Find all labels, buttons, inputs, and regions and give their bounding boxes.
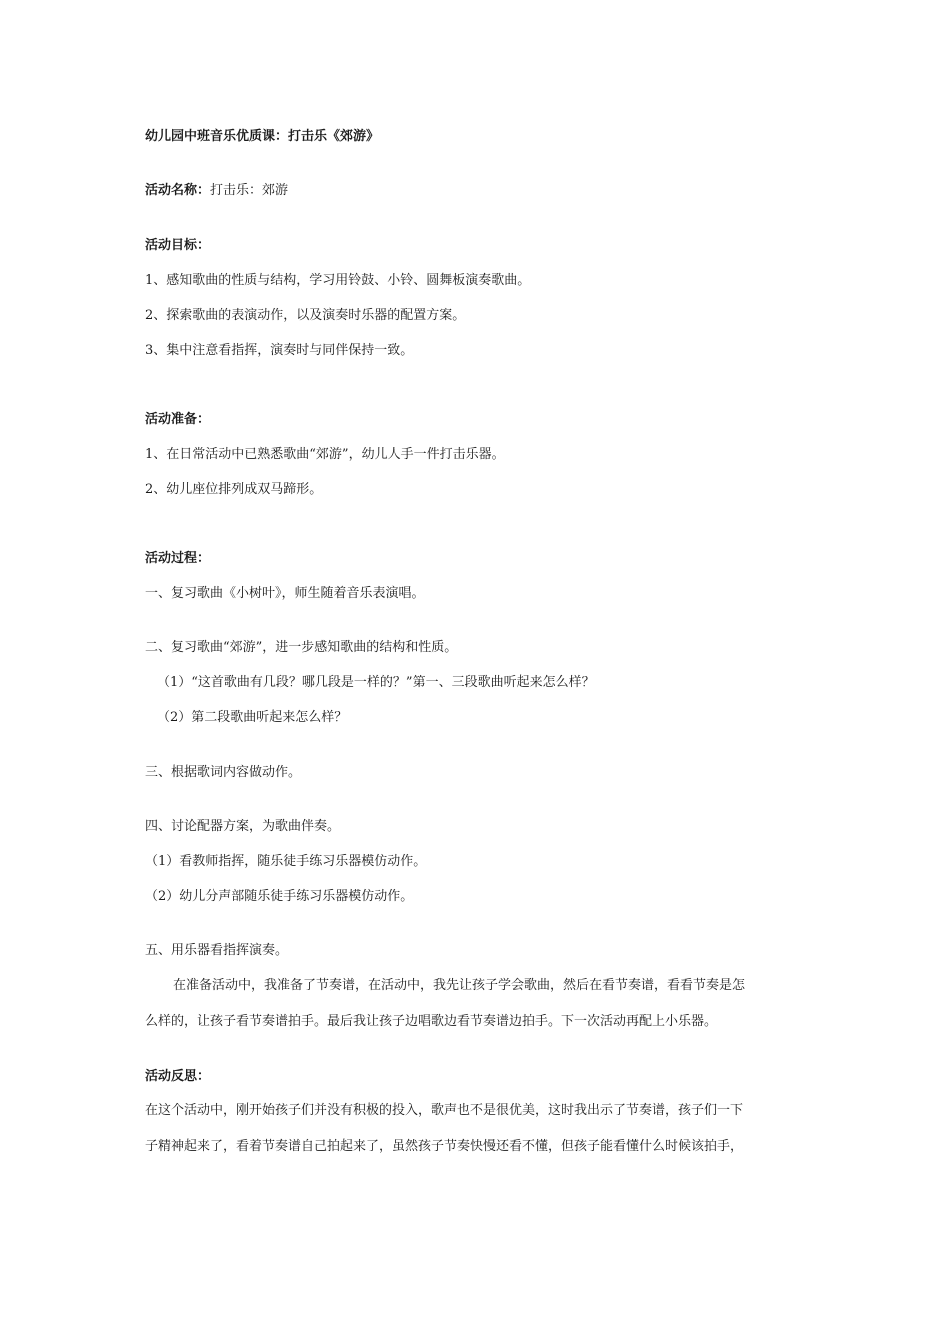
reflection-paragraph-line: 子精神起来了，看着节奏谱自己拍起来了，虽然孩子节奏快慢还看不懂，但孩子能看懂什么时候该拍手， [145,1139,744,1154]
reflection-paragraph-line: 在这个活动中，刚开始孩子们并没有积极的投入，歌声也不是很优美，这时我出示了节奏谱，孩子们一下 [145,1103,744,1118]
process-step: 五、用乐器看指挥演奏。 [145,943,289,958]
goals-heading: 活动目标： [145,238,211,253]
activity-name-label: 活动名称： [145,183,211,198]
process-substep: （1）看教师指挥，随乐徒手练习乐器模仿动作。 [145,854,427,869]
process-substep: （2）第二段歌曲听起来怎么样？ [157,710,348,725]
process-step: 四、讨论配器方案，为歌曲伴奏。 [145,819,341,834]
process-substep: （2）幼儿分声部随乐徒手练习乐器模仿动作。 [145,889,414,904]
process-paragraph-line: 在准备活动中，我准备了节奏谱，在活动中，我先让孩子学会歌曲，然后在看节奏谱，看看节奏是怎 [173,978,746,993]
prep-item: 1、在日常活动中已熟悉歌曲“郊游”，幼儿人手一件打击乐器。 [145,447,505,462]
activity-name-line [145,182,288,200]
process-step: 三、根据歌词内容做动作。 [145,765,302,780]
process-paragraph-line: 么样的，让孩子看节奏谱拍手。最后我让孩子边唱歌边看节奏谱边拍手。下一次活动再配上小乐器。 [145,1014,718,1029]
process-substep: （1）“这首歌曲有几段？哪几段是一样的？”第一、三段歌曲听起来怎么样？ [157,675,595,690]
document-title: 幼儿园中班音乐优质课：打击乐《郊游》 [145,129,380,144]
goal-item: 1、感知歌曲的性质与结构，学习用铃鼓、小铃、圆舞板演奏歌曲。 [145,273,531,288]
prep-heading: 活动准备： [145,412,211,427]
reflection-heading: 活动反思： [145,1069,211,1084]
goal-item: 3、集中注意看指挥，演奏时与同伴保持一致。 [145,343,414,358]
prep-item: 2、幼儿座位排列成双马蹄形。 [145,482,323,497]
activity-name-value: 打击乐：郊游 [210,183,289,198]
process-step: 一、复习歌曲《小树叶》，师生随着音乐表演唱。 [145,586,425,601]
goal-item: 2、探索歌曲的表演动作，以及演奏时乐器的配置方案。 [145,308,466,323]
process-step: 二、复习歌曲“郊游”，进一步感知歌曲的结构和性质。 [145,640,458,655]
process-heading: 活动过程： [145,551,211,566]
